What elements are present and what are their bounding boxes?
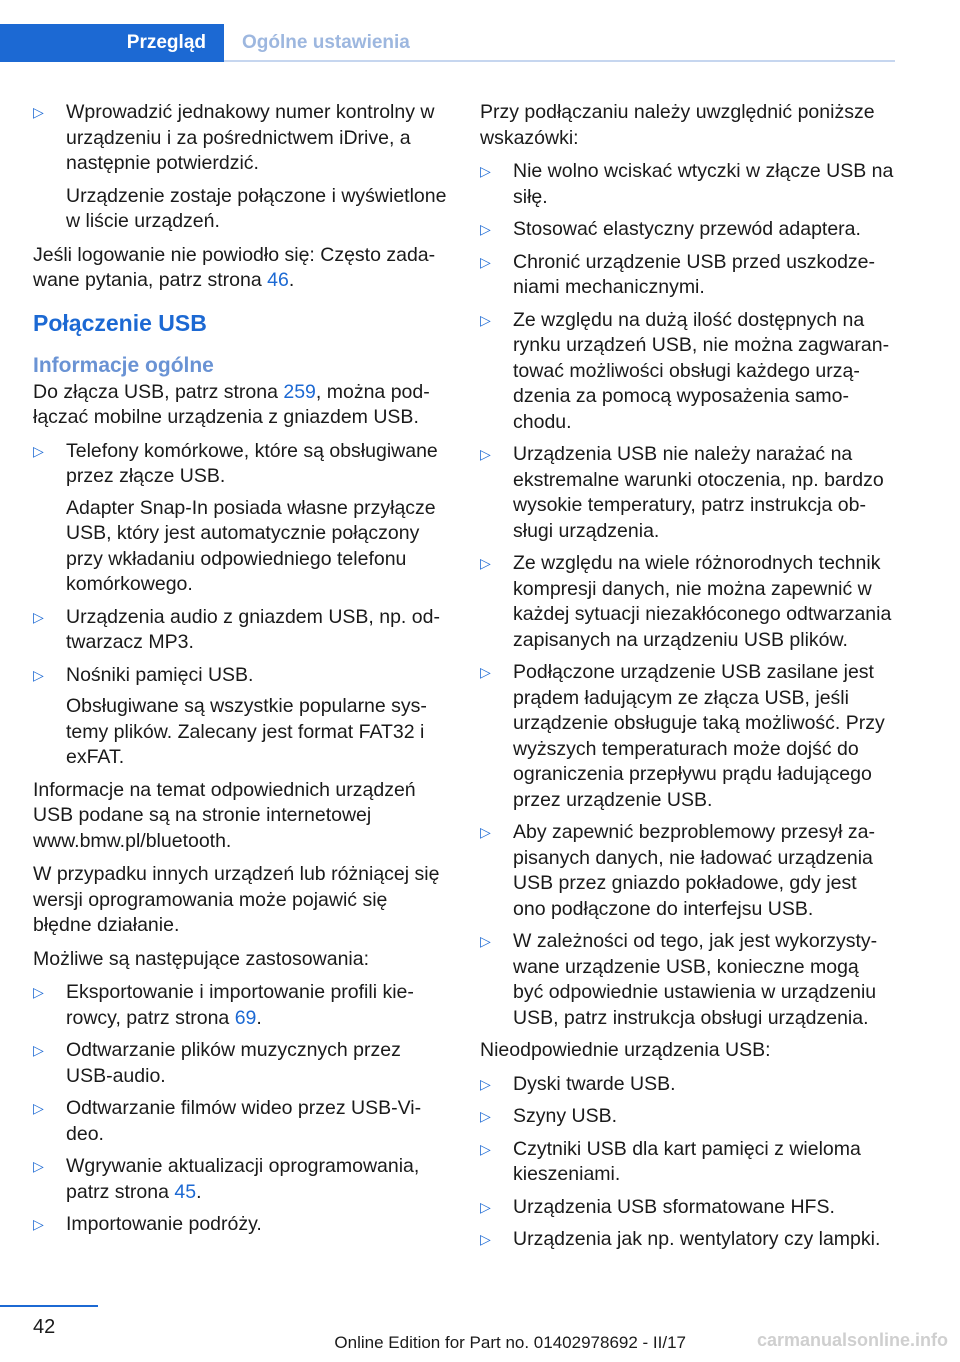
paragraph <box>33 380 448 431</box>
paragraph-text: . <box>288 269 295 291</box>
unsupported-devices-list <box>480 1072 894 1253</box>
right-column <box>480 100 894 1260</box>
list-item-text: Nie wolno wciskać wtyczki w złącze USB na siłę. <box>513 160 894 208</box>
list-item-text: Ze względu na wiele różnorodnych technik kompresji danych, nie można zapewnić w każdej sytuacji niezakłóconego odtwarzania zapisanych na urządzeniu USB plików. <box>513 552 892 651</box>
list-item-text: Urządzenia jak np. wentylatory czy lampki. <box>513 1228 881 1250</box>
list-item <box>480 442 894 544</box>
list-item <box>33 1038 448 1089</box>
list-item-part: Wgrywanie aktualizacji oprogramowania, patrz strona <box>66 1155 420 1203</box>
list-item-text <box>66 1154 448 1205</box>
list-item-text: Urządzenia USB nie należy narażać na ekstremalne warunki otoczenia, np. bardzo wysokie temperatury, patrz instrukcja obsługi urządzenia. <box>513 443 884 542</box>
tab-underline <box>224 60 895 62</box>
list-item-text: Szyny USB. <box>513 1105 618 1127</box>
list-item-text: Podłączone urządzenie USB zasilane jest prądem ładującym ze złącza USB, jeśli urządzenie obsługuje taką możliwość. Przy wyższych temperaturach może dojść do ograniczenia przepływu prądu ładującego przez urządzenie USB. <box>513 661 885 811</box>
list-item <box>480 551 894 653</box>
subsection-heading: Informacje ogólne <box>33 353 214 377</box>
list-item <box>33 605 448 656</box>
list-item <box>480 217 894 243</box>
list-item-text: W zależności od tego, jak jest wykorzystywane urządzenie USB, konieczne mogą być odpowiednie ustawienia w urządzeniu USB, patrz instrukcja obsługi urządzenia. <box>513 930 878 1029</box>
bullet-triangle-icon: ▷ <box>33 442 44 459</box>
bullet-triangle-icon: ▷ <box>33 666 44 683</box>
tips-list <box>480 159 894 1031</box>
paragraph: W przypadku innych urządzeń lub różniącej się wersji oprogramowania może pojawić się błędne działanie. <box>33 863 440 936</box>
bullet-triangle-icon: ▷ <box>480 1075 491 1092</box>
paragraph-text: Do złącza USB, patrz strona <box>33 380 284 403</box>
bullet-triangle-icon: ▷ <box>33 1158 44 1174</box>
list-item <box>33 663 448 771</box>
list-item-text <box>66 980 448 1031</box>
bullet-triangle-icon: ▷ <box>480 1140 491 1157</box>
list-item <box>480 1104 894 1130</box>
list-item <box>480 250 894 301</box>
list-item <box>480 1195 894 1221</box>
list-item <box>33 100 448 177</box>
list-item-text: Telefony komórkowe, które są obsługiwane przez złącze USB. <box>66 439 438 487</box>
list-item-text: Odtwarzanie filmów wideo przez USB-Video. <box>66 1097 422 1145</box>
bullet-triangle-icon: ▷ <box>480 1108 491 1124</box>
list-item <box>480 660 894 813</box>
paragraph: Informacje na temat odpowiednich urządzeń USB podane są na stronie internetowej www.bmw.pl/bluetooth. <box>33 778 416 852</box>
paragraph-text: Jeśli logowanie nie powiodło się: Często zadawane pytania, patrz strona <box>33 243 436 291</box>
list-item <box>33 1096 448 1147</box>
page-link-69[interactable]: 69 <box>234 1006 257 1029</box>
list-item-text: Nośniki pamięci USB. <box>66 663 254 686</box>
page-link-46[interactable]: 46 <box>267 269 289 291</box>
bullet-triangle-icon: ▷ <box>480 221 491 237</box>
list-item-text: Aby zapewnić bezproblemowy przesył zapisanych danych, nie ładować urządzenia USB przez gniazdo pokładowe, gdy jest ono podłączone do interfejsu USB. <box>513 821 875 920</box>
list-item-text: Odtwarzanie plików muzycznych przez USB-audio. <box>66 1039 401 1087</box>
paragraph: Nieodpowiednie urządzenia USB: <box>480 1039 771 1061</box>
list-item <box>480 1072 894 1098</box>
paragraph-text: , można podłączać mobilne urządzenia z gniazdem USB. <box>33 380 430 428</box>
list-item-part: . <box>256 1006 262 1029</box>
bullet-triangle-icon: ▷ <box>33 984 44 1000</box>
list-item-text: Stosować elastyczny przewód adaptera. <box>513 218 861 240</box>
paragraph <box>33 243 448 294</box>
list-item-text: Dyski twarde USB. <box>513 1072 676 1095</box>
list-item-text: Wprowadzić jednakowy numer kontrolny w urządzeniu i za pośrednictwem iDrive, a następnie potwierdzić. <box>66 101 435 174</box>
section-heading: Połączenie USB <box>33 309 207 336</box>
list-item <box>480 820 894 922</box>
bullet-triangle-icon: ▷ <box>480 446 491 462</box>
bullet-triangle-icon: ▷ <box>480 163 491 179</box>
bullet-triangle-icon: ▷ <box>480 311 491 328</box>
edition-footer: Online Edition for Part no. 01402978692 - II/17 <box>334 1333 686 1352</box>
bullet-triangle-icon: ▷ <box>33 1042 44 1058</box>
bullet-triangle-icon: ▷ <box>480 1231 491 1247</box>
paragraph: Przy podłączaniu należy uwzględnić poniższe wskazówki: <box>480 101 875 149</box>
list-item <box>480 308 894 436</box>
watermark: carmanualsonline.info <box>756 1330 948 1350</box>
bullet-triangle-icon: ▷ <box>480 253 491 270</box>
list-item <box>33 1212 448 1238</box>
list-item <box>480 159 894 210</box>
list-item-text: Importowanie podróży. <box>66 1213 262 1235</box>
list-item-text: Urządzenia USB sformatowane HFS. <box>513 1195 835 1218</box>
bullet-triangle-icon: ▷ <box>480 824 491 840</box>
page-link-45[interactable]: 45 <box>174 1180 197 1203</box>
list-item <box>480 929 894 1031</box>
paragraph: Możliwe są następujące zastosowania: <box>33 947 370 970</box>
list-item-note: Adapter Snap-In posiada własne przyłącze USB, który jest automatycznie połączony przy wkładaniu odpowiedniego telefonu komórkowego. <box>66 496 436 595</box>
list-item-part: . <box>196 1180 202 1203</box>
list-item <box>33 439 448 598</box>
list-item-text: Czytniki USB dla kart pamięci z wieloma kieszeniami. <box>513 1137 861 1185</box>
list-item-text: Urządzenia audio z gniazdem USB, np. odtwarzacz MP3. <box>66 605 440 653</box>
page-link-259[interactable]: 259 <box>283 380 316 403</box>
bullet-triangle-icon: ▷ <box>480 1198 491 1215</box>
list-item-text: Chronić urządzenie USB przed uszkodzeniami mechanicznymi. <box>513 250 876 298</box>
left-column <box>33 100 448 1245</box>
bullet-triangle-icon: ▷ <box>33 104 44 120</box>
bullet-triangle-icon: ▷ <box>480 933 491 949</box>
bullet-triangle-icon: ▷ <box>480 555 491 571</box>
bullet-triangle-icon: ▷ <box>480 664 491 680</box>
list-item <box>33 1154 448 1205</box>
page-number: 42 <box>33 1316 56 1338</box>
tab-przeglad[interactable]: Przegląd <box>0 24 224 62</box>
bullet-triangle-icon: ▷ <box>33 1100 44 1116</box>
bullet-triangle-icon: ▷ <box>33 1216 44 1232</box>
list-item <box>480 1227 894 1253</box>
list-item-note: Obsługiwane są wszystkie popularne systemy plików. Zalecany jest format FAT32 i exFAT. <box>66 695 427 768</box>
list-item <box>33 980 448 1031</box>
list-item-text: Ze względu na dużą ilość dostępnych na rynku urządzeń USB, nie można zagwarantować możliwości obsługi każdego urządzenia za pomocą wyposażenia samochodu. <box>513 308 890 433</box>
list-item-part: Eksportowanie i importowanie profili kierowcy, patrz strona <box>66 981 414 1029</box>
list-item <box>480 1137 894 1188</box>
header-tabbar <box>0 0 960 62</box>
tab-ogolne-ustawienia[interactable]: Ogólne ustawienia <box>242 32 410 53</box>
bullet-triangle-icon: ▷ <box>33 608 44 625</box>
paragraph: Urządzenie zostaje połączone i wyświetlone w liście urządzeń. <box>66 184 447 232</box>
page-number-rule <box>0 1305 98 1307</box>
